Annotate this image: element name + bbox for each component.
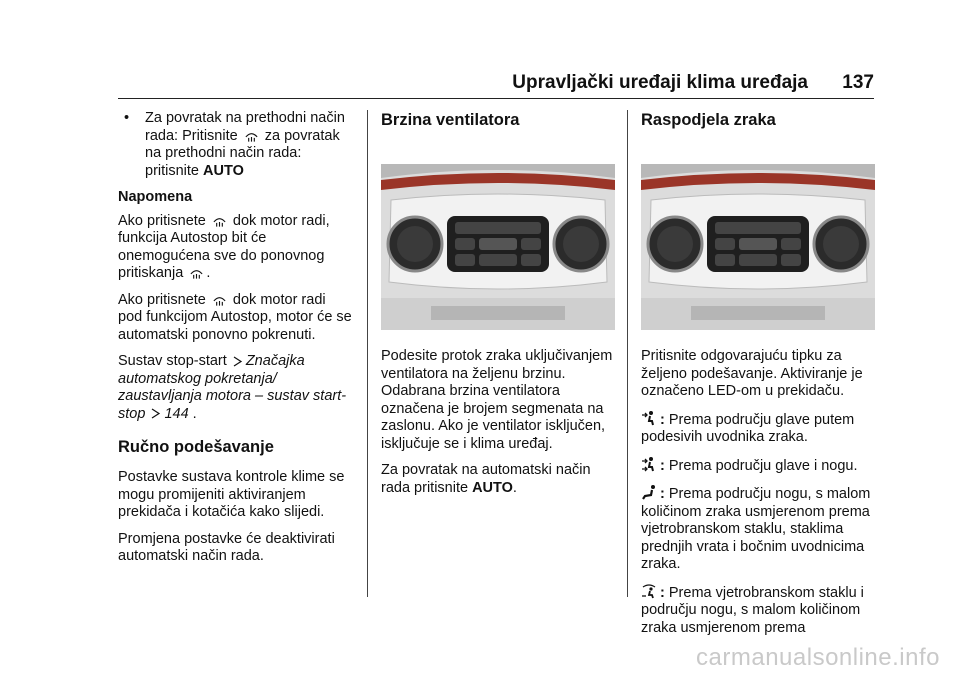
note-paragraph-2: [118, 292, 352, 345]
note2-text-b: dok motor radi pod funkcijom Autostop, motor će se automatski ponovno pokrenuti.: [118, 291, 352, 343]
note1-text-a: Ako pritisnete: [118, 212, 206, 229]
mode-windshield-feet-text: Prema vjetrobranskom staklu i području nogu, s malom količinom zraka usmjerenom prema: [641, 584, 864, 636]
mode-item-head: : Prema području glave putem podesivih uvodnika zraka.: [641, 411, 855, 445]
defrost-icon: [189, 265, 204, 281]
watermark: carmanualsonline.info: [696, 644, 940, 671]
column-2: [381, 110, 615, 506]
climate-panel-photo: [381, 164, 615, 330]
mode-head-feet-icon: [641, 456, 657, 472]
bullet-dot: •: [124, 110, 130, 126]
mode-item-head-feet: : Prema području glave i nogu.: [641, 456, 875, 476]
auto-label: AUTO: [472, 479, 513, 496]
mode-item-feet: : Prema području nogu, s malom količinom zraka usmjerenom prema vjetrobranskom staklu, staklima prednjih vrata i bočnim uvodnicima zraka.: [641, 486, 871, 572]
note-paragraph-1: Ako pritisnete dok motor radi, funkcija Autostop bit će onemogućena sve do ponovnog pritiskanja .: [118, 212, 330, 281]
air-distribution-title: Raspodjela zraka: [641, 111, 776, 129]
mode-feet-icon: [641, 484, 657, 500]
bullet-text-2: za povratak na prethodni način rada: pritisnite: [145, 127, 340, 179]
stopstart-link[interactable]: Značajka automatskog pokretanja/ zaustavljanja motora – sustav start-stop: [118, 353, 347, 422]
fan-speed-paragraph-2: Za povratak na automatski način rada pritisnite AUTO.: [381, 462, 591, 496]
auto-label: AUTO: [203, 162, 244, 179]
climate-panel-photo: [641, 164, 875, 330]
stopstart-text: Sustav stop-start: [118, 353, 227, 369]
link-arrow-icon: [231, 355, 244, 368]
column-divider: [367, 110, 368, 597]
fan-speed-paragraph-1: Podesite protok zraka uključivanjem ventilatora na željenu brzinu. Odabrana brzina ventilatora označena je brojem segmenata na zaslonu. Ako je ventilator isključen, isključuje se i klima uređaj.: [381, 348, 613, 452]
mode-feet-text: Prema području nogu, s malom količinom zraka usmjerenom prema vjetrobranskom staklu, staklima prednjih vrata i bočnim uvodnicima zraka.: [641, 486, 871, 572]
bullet-text: Za povratak na prethodni način rada: Pritisnite: [145, 110, 345, 144]
mode-head-icon: [641, 410, 657, 426]
mode-item-windshield-feet: : Prema vjetrobranskom staklu i području nogu, s malom količinom zraka usmjerenom prema: [641, 584, 864, 636]
note2-text-a: Ako pritisnete: [118, 291, 206, 308]
defrost-icon: [212, 292, 227, 308]
header-title: Upravljački uređaji klima uređaja: [512, 72, 808, 93]
stop-start-reference: Sustav stop-start Značajka automatskog pokretanja/ zaustavljanja motora – sustav start-stop 144 .: [118, 353, 347, 422]
mode-head-feet-text: Prema području glave i nogu.: [668, 457, 858, 474]
link-arrow-icon: [149, 407, 162, 420]
fan-p2-text: Za povratak na automatski način rada pritisnite: [381, 462, 591, 496]
fan-speed-title: Brzina ventilatora: [381, 111, 520, 129]
column-3: [641, 110, 875, 646]
page-number: 137: [842, 72, 874, 93]
stopstart-page-link[interactable]: 144: [164, 405, 189, 422]
manual-section-title: Ručno podešavanje: [118, 438, 274, 456]
mode-head-text: Prema području glave putem podesivih uvodnika zraka.: [641, 411, 855, 445]
note1-text-b: dok motor radi, funkcija Autostop bit će onemogućena sve do ponovnog pritiskanja: [118, 212, 330, 281]
manual-paragraph-1: Postavke sustava kontrole klime se mogu promijeniti aktiviranjem prekidača i kotačića kako slijedi.: [118, 469, 345, 520]
manual-paragraph-2: Promjena postavke će deaktivirati automatski način rada.: [118, 530, 335, 564]
defrost-icon: [244, 128, 259, 144]
air-distribution-paragraph: Pritisnite odgovarajuću tipku za željeno podešavanje. Aktiviranje je označeno LED-om u prekidaču.: [641, 348, 863, 399]
column-1: [118, 110, 352, 575]
mode-windshield-feet-icon: [641, 583, 657, 599]
column-divider: [627, 110, 628, 597]
page-header: [118, 72, 874, 99]
note-title: Napomena: [118, 189, 193, 205]
list-item: [118, 110, 352, 180]
defrost-icon: [212, 213, 227, 229]
